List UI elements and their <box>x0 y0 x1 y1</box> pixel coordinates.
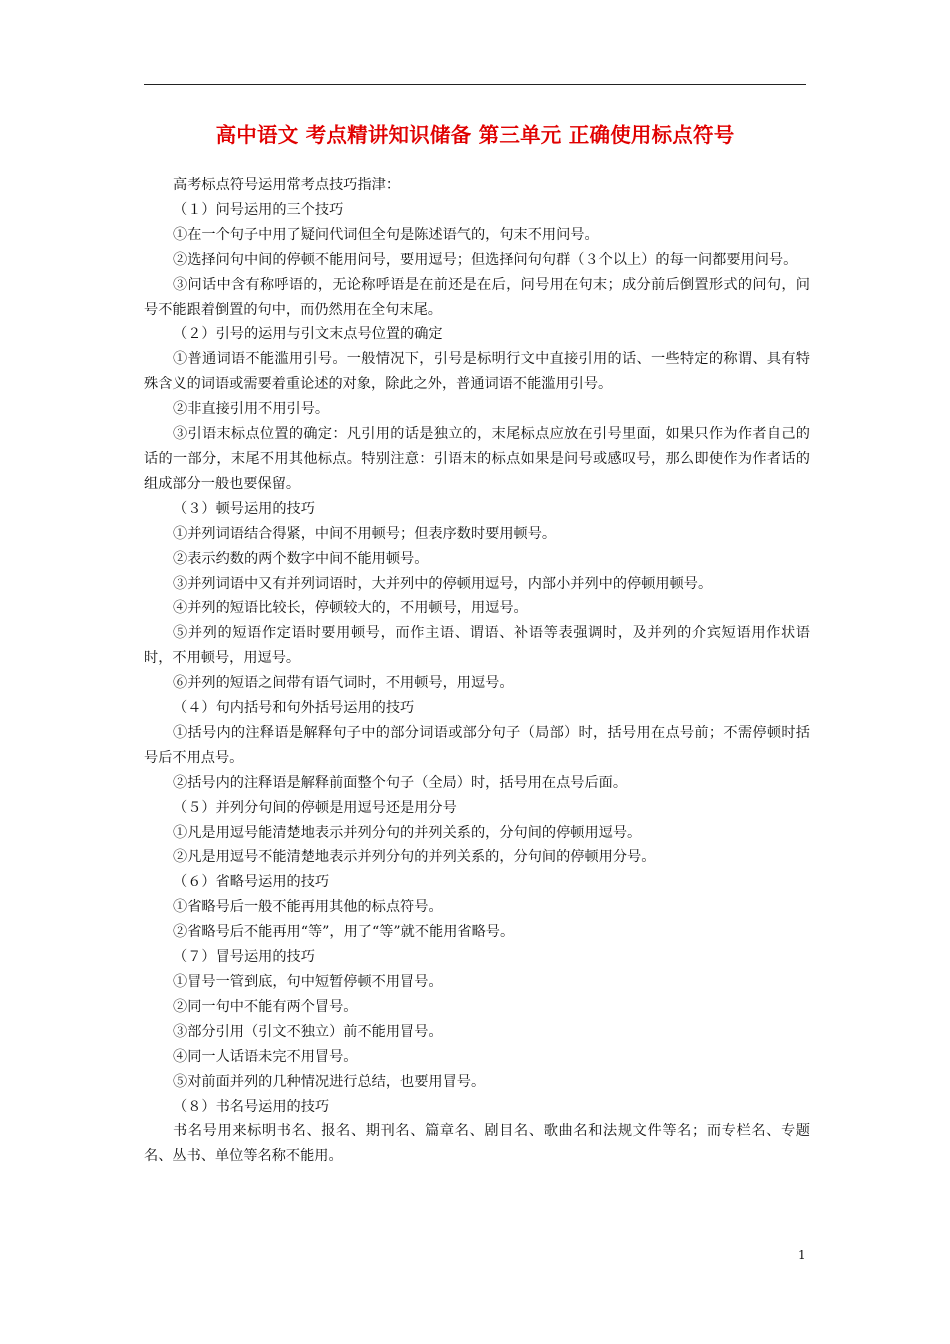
section-heading: （１）问号运用的三个技巧 <box>173 201 344 218</box>
section-heading: （７）冒号运用的技巧 <box>173 949 315 966</box>
paragraph: ①冒号一管到底，句中短暂停顿不用冒号。 <box>173 974 443 990</box>
section-heading: （４）句内括号和句外括号运用的技巧 <box>173 700 415 717</box>
paragraph: ③引语末标点位置的确定：凡引用的话是独立的，末尾标点应放在引号里面，如果只作为作者自己的话的一部分，末尾不用其他标点。特别注意：引语末的标点如果是问号或感叹号，那么即使作为作者话的组成部分一般也要保留。 <box>144 426 810 492</box>
section-heading: （３）顿号运用的技巧 <box>173 500 315 517</box>
section-heading: （２）引号的运用与引文末点号位置的确定 <box>173 326 443 343</box>
paragraph: 高考标点符号运用常考点技巧指津： <box>173 177 401 193</box>
document-body <box>144 173 810 1169</box>
section-heading: （８）书名号运用的技巧 <box>173 1098 330 1115</box>
paragraph: ②同一句中不能有两个冒号。 <box>173 998 358 1015</box>
page-number: 1 <box>798 1248 806 1262</box>
section-heading: （６）省略号运用的技巧 <box>173 874 330 891</box>
paragraph: ⑥并列的短语之间带有语气词时，不用顿号，用逗号。 <box>173 675 514 692</box>
paragraph: ①括号内的注释语是解释句子中的部分词语或部分句子（局部）时，括号用在点号前；不需停顿时括号后不用点号。 <box>144 724 810 766</box>
paragraph: ⑤并列的短语作定语时要用顿号，而作主语、谓语、补语等表强调时，及并列的介宾短语用作状语时，不用顿号，用逗号。 <box>144 625 810 667</box>
paragraph: ①普通词语不能滥用引号。一般情况下，引号是标明行文中直接引用的话、一些特定的称谓、具有特殊含义的词语或需要着重论述的对象，除此之外，普通词语不能滥用引号。 <box>144 351 810 393</box>
paragraph: ②省略号后不能再用“等”，用了“等”就不能用省略号。 <box>173 924 515 941</box>
paragraph: ②括号内的注释语是解释前面整个句子（全局）时，括号用在点号后面。 <box>173 774 628 791</box>
paragraph: ③部分引用（引文不独立）前不能用冒号。 <box>173 1023 443 1040</box>
paragraph: ④并列的短语比较长，停顿较大的，不用顿号，用逗号。 <box>173 600 528 617</box>
paragraph: ①在一个句子中用了疑问代词但全句是陈述语气的，句末不用问号。 <box>173 226 599 243</box>
paragraph: ②表示约数的两个数字中间不能用顿号。 <box>173 550 429 567</box>
paragraph: ②选择问句中间的停顿不能用问号，要用逗号；但选择问句句群（３个以上）的每一问都要用问号。 <box>173 251 798 268</box>
paragraph: 书名号用来标明书名、报名、期刊名、篇章名、剧目名、歌曲名和法规文件等名；而专栏名、专题名、丛书、单位等名称不能用。 <box>144 1123 810 1165</box>
paragraph: ②非直接引用不用引号。 <box>173 401 330 418</box>
paragraph: ④同一人话语未完不用冒号。 <box>173 1048 358 1065</box>
paragraph: ③问话中含有称呼语的，无论称呼语是在前还是在后，问号用在句末；成分前后倒置形式的问句，问号不能跟着倒置的句中，而仍然用在全句末尾。 <box>144 276 810 318</box>
paragraph: ③并列词语中又有并列词语时，大并列中的停顿用逗号，内部小并列中的停顿用顿号。 <box>173 575 713 592</box>
section-heading: （５）并列分句间的停顿是用逗号还是用分号 <box>173 799 457 816</box>
paragraph: ①省略号后一般不能再用其他的标点符号。 <box>173 899 443 916</box>
paragraph: ①并列词语结合得紧，中间不用顿号；但表序数时要用顿号。 <box>173 525 557 542</box>
paragraph: ⑤对前面并列的几种情况进行总结，也要用冒号。 <box>173 1073 486 1090</box>
paragraph: ②凡是用逗号不能清楚地表示并列分句的并列关系的，分句间的停顿用分号。 <box>173 849 656 866</box>
paragraph: ①凡是用逗号能清楚地表示并列分句的并列关系的，分句间的停顿用逗号。 <box>173 824 642 841</box>
document-title: 高中语文 考点精讲知识储备 第三单元 正确使用标点符号 <box>215 123 735 147</box>
header-rule <box>144 84 806 85</box>
